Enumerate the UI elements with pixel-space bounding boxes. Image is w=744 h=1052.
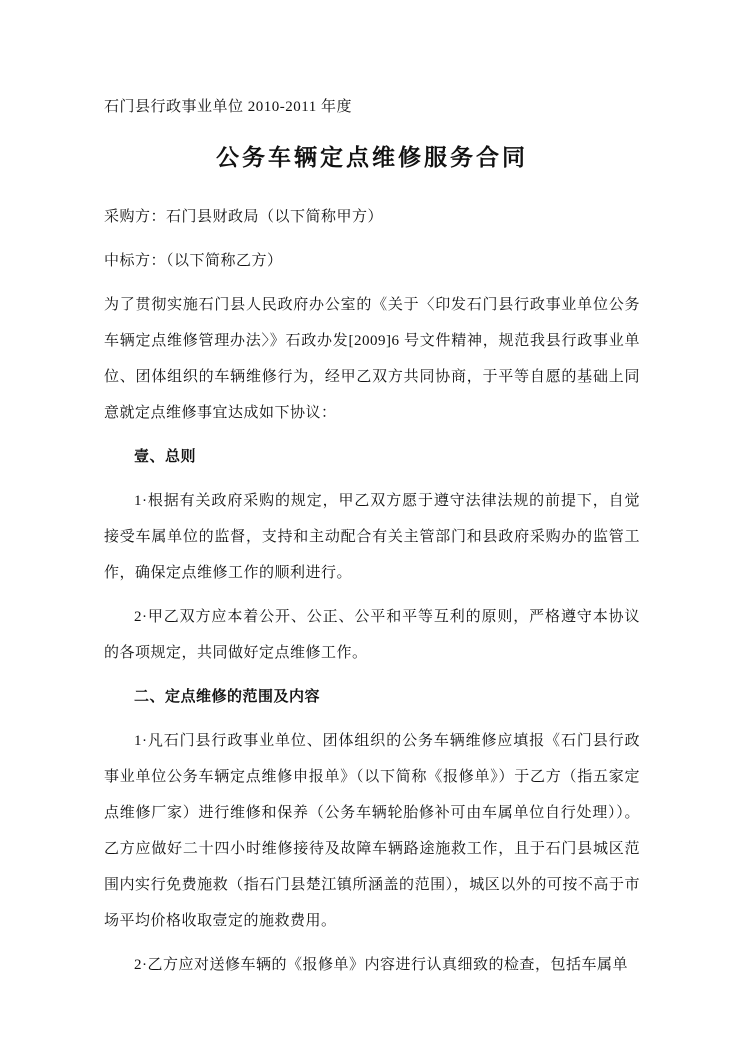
section-heading-general-rules: 壹、总则 xyxy=(134,449,197,465)
paragraph-bidder: 中标方：（以下简称乙方） xyxy=(104,253,283,269)
paragraph-purchaser: 采购方：石门县财政局（以下简称甲方） xyxy=(104,209,384,225)
paragraph-general-rule-1: 1·根据有关政府采购的规定，甲乙双方愿于遵守法律法规的前提下，自觉接受车属单位的监督，支持和主动配合有关主管部门和县政府采购办的监管工作，确保定点维修工作的顺利进行。 xyxy=(104,493,640,581)
document-header: 石门县行政事业单位 2010-2011 年度 xyxy=(104,99,352,115)
paragraph-scope-1: 1·凡石门县行政事业单位、团体组织的公务车辆维修应填报《石门县行政事业单位公务车辆定点维修申报单》（以下简称《报修单》）于乙方（指五家定点维修厂家）进行维修和保养（公务车辆轮胎修补可由车属单位自行处理））。乙方应做好二十四小时维修接待及故障车辆路途施救工作，且于石门县城区范围内实行免费施救（指石门县楚江镇所涵盖的范围），城区以外的可按不高于市场平均价格收取壹定的施救费用。 xyxy=(104,733,640,929)
section-heading-scope-content: 二、定点维修的范围及内容 xyxy=(134,689,321,705)
paragraph-scope-2: 2·乙方应对送修车辆的《报修单》内容进行认真细致的检查，包括车属单 xyxy=(134,957,628,973)
paragraph-general-rule-2: 2·甲乙双方应本着公开、公正、公平和平等互利的原则，严格遵守本协议的各项规定，共同做好定点维修工作。 xyxy=(104,609,640,661)
paragraph-preamble: 为了贯彻实施石门县人民政府办公室的《关于〈印发石门县行政事业单位公务车辆定点维修管理办法〉》石政办发[2009]6 号文件精神，规范我县行政事业单位、团体组织的车辆维修行为，经甲乙双方共同协商，于平等自愿的基础上同意就定点维修事宜达成如下协议： xyxy=(104,297,640,421)
document-title: 公务车辆定点维修服务合同 xyxy=(216,145,528,170)
